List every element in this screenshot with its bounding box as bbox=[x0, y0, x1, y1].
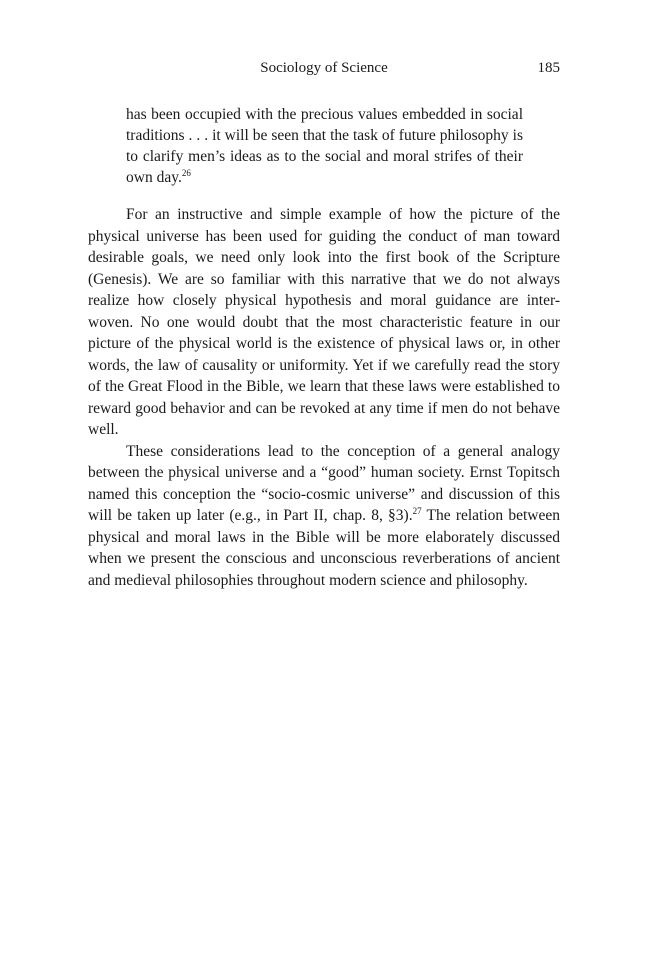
paragraph-genesis: For an instructive and simple example of how the picture of the physical universe has been used for guiding the conduct of man toward desirable goals, we need only look into the first book of the Scripture (Genesis). We are so familiar with this narrative that we do not always realize how closely physical hypothesis and moral guidance are inter-woven. No one would doubt that the most characteristic feature in our picture of the physical world is the existence of physical laws or, in other words, the law of causality or uniformity. Yet if we carefully read the story of the Great Flood in the Bible, we learn that these laws were established to reward good behavior and can be revoked at any time if men do not behave well. bbox=[88, 206, 560, 438]
quote-paragraph bbox=[126, 104, 523, 188]
quote-text: has been occupied with the precious values embedded in social traditions . . . it will be seen that the task of future philosophy is to clarify men’s ideas as to the social and moral strifes of their own day. bbox=[126, 106, 523, 186]
body-text bbox=[88, 204, 560, 591]
footnote-marker-26: 26 bbox=[181, 168, 191, 178]
running-head bbox=[88, 60, 560, 82]
paragraph-text-after-note: The relation between physical and moral laws in the Bible will be more elaborately discussed when we present the conscious and unconscious reverberations of ancient and medieval philosophies throughout modern science and philosophy. bbox=[88, 507, 561, 589]
page-number: 185 bbox=[537, 60, 560, 76]
footnote-marker-27: 27 bbox=[412, 506, 422, 516]
paragraph-socio-cosmic bbox=[88, 441, 560, 592]
running-title: Sociology of Science bbox=[260, 60, 388, 76]
paragraph-text-before-note: These considerations lead to the conception of a general analogy between the physical universe and a “good” human society. Ernst Topitsch named this conception the “socio-cosmic universe” and discussion of this will be taken up later (e.g., in Part II, chap. 8, §3). bbox=[88, 442, 560, 524]
block-quote bbox=[126, 104, 523, 188]
